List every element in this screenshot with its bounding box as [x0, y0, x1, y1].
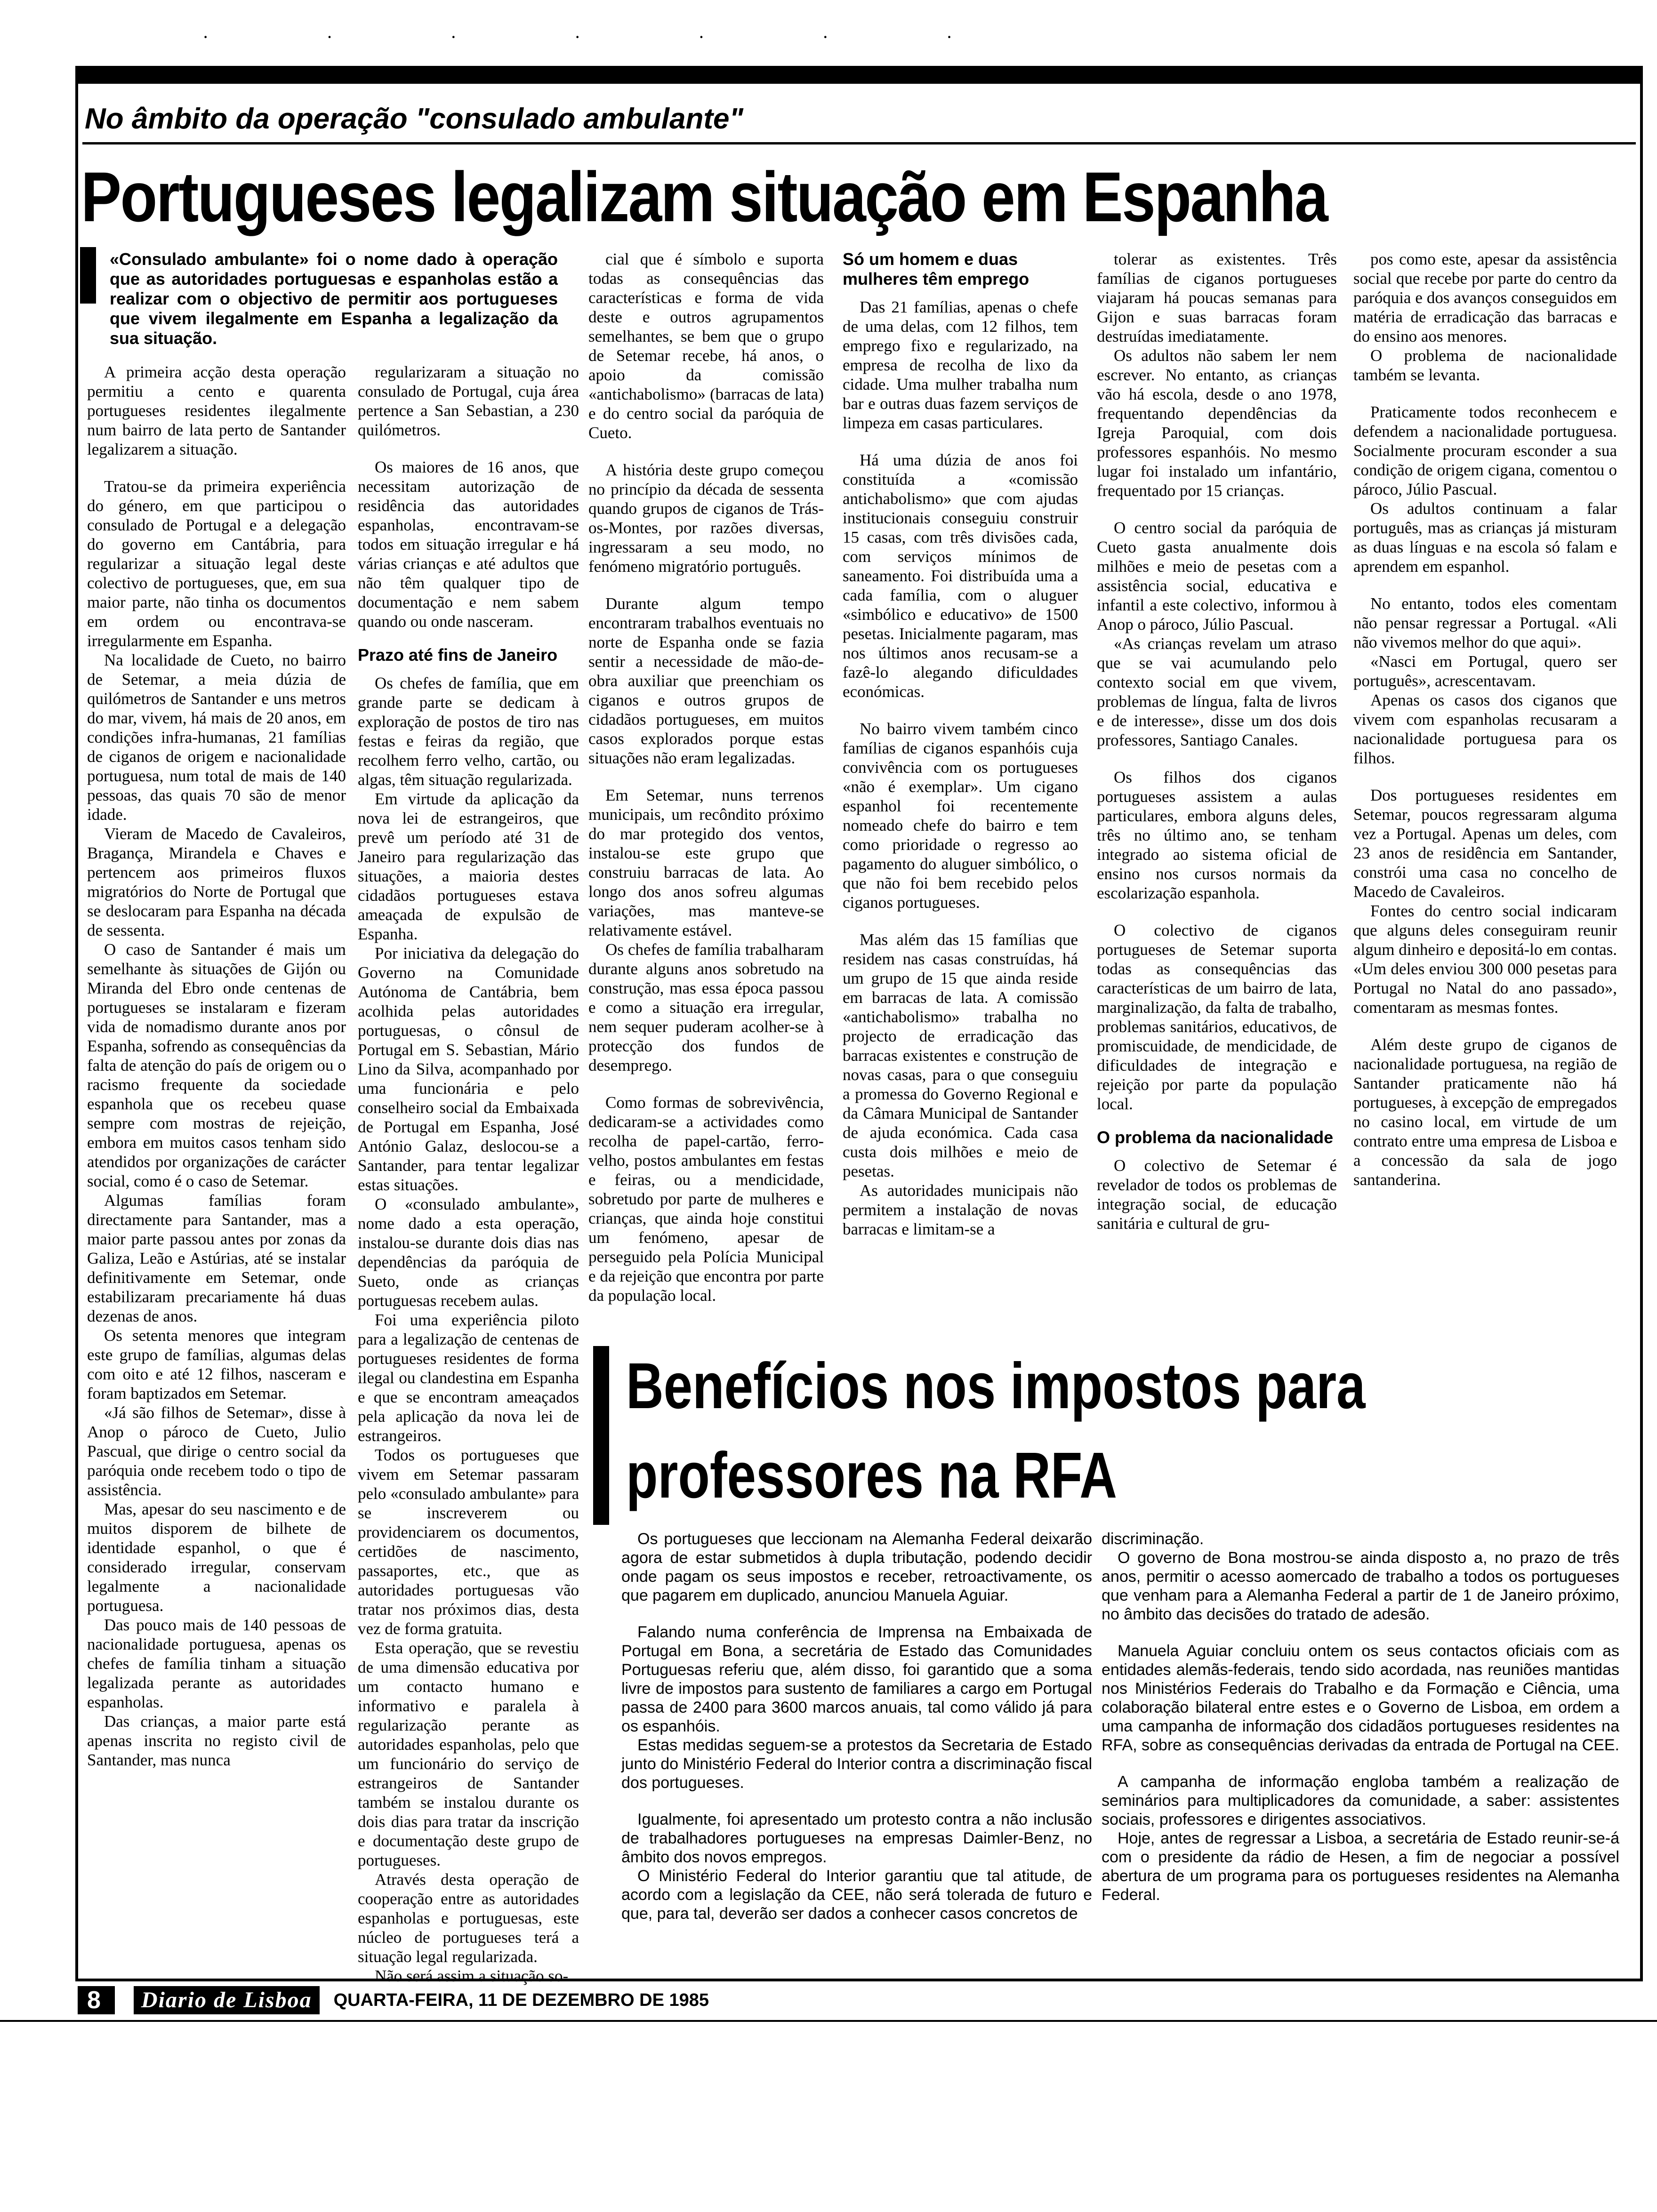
paragraph: O caso de Santander é mais um semelhante às situações de Gijón ou Miranda del Ebro onde centenas de portugueses se instalaram e fizeram vida de nomadismo durante anos por Espanha, sofrendo as consequências da falta de atenção do país de origem ou o racismo frequente da sociedade espanhola que os recebeu quase sempre com mostras de rejeição, embora em muitos casos tenham sido atendidos por organizações de carácter social, como é o caso de Setemar.	[87, 940, 346, 1190]
paragraph: Tratou-se da primeira experiência do género, em que participou o consulado de Portugal e a delegação do governo em Cantábria, para regularizar a situação legal deste colectivo de portugueses, que, em sua maior parte, não tinha os documentos em ordem ou encontrava-se irregularmente em Espanha.	[87, 477, 346, 650]
top-rule	[75, 66, 1643, 84]
article-column-6	[1353, 249, 1617, 1318]
paragraph: pos como este, apesar da assistência social que recebe por parte do centro da paróquia e dos avanços conseguidos em matéria de erradicação das barracas e do ensino aos menores.	[1353, 250, 1617, 345]
paragraph: A campanha de informação engloba também a realização de seminários para multiplicadores da comunidade, a saber: assistentes sociais, professores e dirigentes associativos.	[1102, 1773, 1619, 1828]
masthead-logo: Diario de Lisboa	[134, 1986, 320, 2014]
kicker-rule	[82, 142, 1636, 144]
dateline: QUARTA-FEIRA, 11 DE DEZEMBRO DE 1985	[333, 1990, 709, 2010]
kicker: No âmbito da operação "consulado ambulante"	[85, 103, 743, 135]
paragraph: Há uma dúzia de anos foi constituída a «comissão antichabolismo» que com ajudas institucionais conseguiu construir 15 casas, com três divisões cada, com serviços mínimos de saneamento. Foi distribuída uma a cada família, com o aluguer «simbólico e educativo» de 1500 pesetas. Inicialmente pagaram, mas nos últimos anos recusam-se a fazê-lo alegando dificuldades económicas.	[843, 451, 1078, 701]
paragraph: As autoridades municipais não permitem a instalação de novas barracas e limitam-se a	[843, 1181, 1078, 1238]
paragraph: tolerar as existentes. Três famílias de ciganos portugueses viajaram há poucas semanas para Gijon e suas barracas foram destruídas imediatamente.	[1097, 250, 1337, 345]
tax-article-column-1	[621, 1530, 1092, 1953]
paragraph: Esta operação, que se revestiu de uma dimensão educativa por um contacto humano e informativo e paralela à regularização perante as autoridades espanholas, pelo que um funcionário do serviço de estrangeiros de Santander também se instalou durante os dois dias para tratar da inscrição e documentação deste grupo de portugueses.	[358, 1639, 579, 1869]
paragraph: Os setenta menores que integram este grupo de famílias, algumas delas com oito e até 12 filhos, nasceram e foram baptizados em Setemar.	[87, 1326, 346, 1403]
paragraph: Não será assim a situação so-	[375, 1967, 569, 1985]
headline2-bar	[593, 1346, 609, 1525]
paragraph: O governo de Bona mostrou-se ainda disposto a, no prazo de três anos, permitir o acesso aomercado de trabalho a todos os portugueses que venham para a Alemanha Federal a partir de 1 de Janeiro próximo, no âmbito das decisões do tratado de adesão.	[1102, 1549, 1619, 1623]
paragraph: «As crianças revelam um atraso que se vai acumulando pelo contexto social em que vivem, problemas de língua, falta de livros e de interesse», disse um dos dois professores, Santiago Canales.	[1097, 634, 1337, 749]
article-column-1	[87, 362, 346, 1911]
lead-paragraph	[87, 249, 558, 348]
article-column-3	[588, 249, 824, 1318]
frame-right-rule	[1640, 66, 1643, 1981]
paragraph: Durante algum tempo encontraram trabalhos eventuais no norte de Espanha onde se fazia sentir a necessidade de mão-de-obra auxiliar que preenchiam os ciganos e outros grupos de cidadãos portugueses, em muitos casos explorados porque estas situações não eram legalizadas.	[588, 594, 824, 767]
paragraph: Manuela Aguiar concluiu ontem os seus contactos oficiais com as entidades alemãs-federais, tendo sido acordada, nas reuniões mantidas nos Ministérios Federais do Trabalho e da Formação e Ciência, uma colaboração bilateral entre estes e o Governo de Lisboa, em ordem a uma campanha de informação dos cidadãos portugueses residentes na RFA, sobre as consequências derivadas da entrada de Portugal na CEE.	[1102, 1642, 1620, 1754]
paragraph: Por iniciativa da delegação do Governo na Comunidade Autónoma de Cantábria, bem acolhida pelas autoridades portuguesas, o cônsul de Portugal em S. Sebastian, Mário Lino da Silva, acompanhado por uma funcionária e pelo conselheiro social da Embaixada de Portugal em Espanha, José António Galaz, deslocou-se a Santander, para tentar legalizar estas situações.	[358, 944, 579, 1194]
paragraph: «Já são filhos de Setemar», disse à Anop o pároco de Cueto, Julio Pascual, que dirige o centro social da paróquia onde recebem todo o tipo de assistência.	[87, 1403, 346, 1499]
paragraph: Das pouco mais de 140 pessoas de nacionalidade portuguesa, apenas os chefes de família tinham a situação legalizada perante as autoridades espanholas.	[87, 1616, 346, 1711]
paragraph: Dos portugueses residentes em Setemar, poucos regressaram alguma vez a Portugal. Apenas um deles, com 23 anos de residência em Santander, constrói uma casa no concelho de Macedo de Cavaleiros.	[1353, 786, 1617, 901]
paragraph: Os portugueses que leccionam na Alemanha Federal deixarão agora de estar submetidos à dupla tributação, podendo decidir onde pagam os seus impostos e receber, retroactivamente, os que pagarem em duplicado, anunciou Manuela Aguiar.	[621, 1530, 1092, 1604]
paragraph: O colectivo de ciganos portugueses de Setemar suporta todas as consequências das características de um bairro de lata, marginalização, da falta de trabalho, problemas sanitários, educativos, de promiscuidade, de mendicidade, de dificuldades de integração e rejeição por parte da população local.	[1097, 921, 1337, 1113]
article-column-5	[1097, 249, 1337, 1318]
paragraph: O colectivo de Setemar é revelador de todos os problemas de integração social, de educação sanitária e cultural de gru-	[1097, 1156, 1337, 1233]
paragraph: No entanto, todos eles comentam não pensar regressar a Portugal. «Ali não vivemos melhor do que aqui».	[1353, 594, 1617, 651]
paragraph: Além deste grupo de ciganos de nacionalidade portuguesa, na região de Santander praticamente não há portugueses, à excepção de empregados no casino local, em virtude de um contrato entre uma empresa de Lisboa e a concessão da sala de jogo santanderina.	[1353, 1035, 1617, 1189]
paragraph: Em virtude da aplicação da nova lei de estrangeiros, que prevê um período até 31 de Janeiro para regularização das situações, a maioria destes cidadãos portugueses estava ameaçada de expulsão de Espanha.	[358, 790, 579, 943]
paragraph: O Ministério Federal do Interior garantiu que tal atitude, de acordo com a legislação da CEE, não será tolerada de futuro e que, para tal, deverão ser dados a conhecer casos concretos de	[621, 1867, 1092, 1923]
paragraph: Estas medidas seguem-se a protestos da Secretaria de Estado junto do Ministério Federal do Interior contra a discriminação fiscal dos portugueses.	[621, 1736, 1092, 1792]
paragraph: No bairro vivem também cinco famílias de ciganos espanhóis cuja convivência com os portugueses «não é exemplar». Um cigano espanhol foi recentemente nomeado chefe do bairro e tem como prioridade o regresso ao pagamento do aluguer simbólico, o que não foi bem recebido pelos ciganos portugueses.	[843, 720, 1078, 912]
paragraph: regularizaram a situação no consulado de Portugal, cuja área pertence a San Sebastian, a 230 quilómetros.	[358, 363, 579, 439]
subheading: Só um homem e duas mulheres têm emprego	[843, 249, 1030, 289]
paragraph: Os adultos não sabem ler nem escrever. No entanto, as crianças vão há escola, desde o ano 1978, frequentando dependências da Igreja Paroquial, com dois professores espanhóis. No mesmo lugar foi instalado um infantário, frequentado por 15 crianças.	[1097, 346, 1337, 500]
paragraph: Todos os portugueses que vivem em Setemar passaram pelo «consulado ambulante» para se inscreverem ou providenciarem os documentos, certidões de nascimento, passaportes, etc., que as autoridades portuguesas vão tratar nos próximos dias, desta vez de forma gratuita.	[358, 1446, 579, 1638]
paragraph: Hoje, antes de regressar a Lisboa, a secretária de Estado reunir-se-á com o presidente da rádio de Hesen, a fim de negociar a possível abertura de um programa para os portugueses residentes na Alemanha Federal.	[1102, 1829, 1619, 1904]
paragraph: Fontes do centro social indicaram que alguns deles conseguiram reunir algum dinheiro e depositá-lo em contas. «Um deles enviou 300 000 pesetas para Portugal no Natal do ano passado», comentaram as mesmas fontes.	[1353, 902, 1617, 1017]
lead-text: «Consulado ambulante» foi o nome dado à operação que as autoridades portuguesas e espanholas estão a realizar com o objectivo de permitir aos portugueses que vivem ilegalmente em Espanha a legalização da sua situação.	[110, 249, 558, 348]
bottom-rule	[0, 2020, 1657, 2022]
paragraph: Os filhos dos ciganos portugueses assistem a aulas particulares, embora alguns deles, três no último ano, se tenham integrado ao sistema oficial de ensino nos cursos normais da escolarização espanhola.	[1097, 768, 1337, 902]
paragraph: Praticamente todos reconhecem e defendem a nacionalidade portuguesa. Socialmente procuram esconder a sua condição de origem cigana, comentou o pároco, Júlio Pascual.	[1353, 403, 1617, 498]
paragraph: O «consulado ambulante», nome dado a esta operação, instalou-se durante dois dias nas dependências da paróquia de Sueto, onde as crianças portuguesas recebem aulas.	[358, 1195, 579, 1310]
paragraph: Das 21 famílias, apenas o chefe de uma delas, com 12 filhos, tem emprego fixo e regularizado, na empresa de recolha de lixo da cidade. Uma mulher trabalha num bar e outras duas fazem serviços de limpeza em casas particulares.	[843, 298, 1078, 432]
paragraph: Foi uma experiência piloto para a legalização de centenas de portugueses residentes de forma ilegal ou clandestina em Espanha e que se encontram ameaçados pela aplicação da nova lei de estrangeiros.	[358, 1311, 579, 1445]
headline-2: Benefícios nos impostos para professores na RFA	[626, 1350, 1366, 1512]
article-column-2	[358, 362, 579, 1985]
paragraph: Na localidade de Cueto, no bairro de Setemar, a meia dúzia de quilómetros de Santander e uns metros do mar, vivem, há mais de 20 anos, em condições infra-humanas, 21 famílias de ciganos de origem e nacionalidade portuguesa, num total de mais de 140 pessoas, das quais 70 são de menor idade.	[87, 651, 346, 824]
paragraph: O problema de nacionalidade também se levanta.	[1353, 346, 1617, 384]
paragraph: Mas além das 15 famílias que residem nas casas construídas, há um grupo de 15 que ainda reside em barracas de lata. A comissão «antichabolismo» trabalha no projecto de erradicação das barracas existentes e construção de novas casas, para o que conseguiu a promessa do Governo Regional e da Câmara Municipal de Santander de ajuda económica. Cada casa custa dois milhões e meio de pesetas.	[843, 930, 1078, 1180]
page-number: 8	[78, 1986, 115, 2014]
paragraph: O centro social da paróquia de Cueto gasta anualmente dois milhões e meio de pesetas com a assistência social, educativa e infantil a este colectivo, informou à Anop o pároco, Júlio Pascual.	[1097, 519, 1337, 633]
paragraph: Como formas de sobrevivência, dedicaram-se a actividades como recolha de papel-cartão, ferro-velho, postos ambulantes em festas e feiras, ou a mendicidade, sobretudo por parte de mulheres e crianças, que ainda hoje constitui um fenómeno, apesar de perseguido pela Polícia Municipal e da rejeição que encontra por parte da população local.	[588, 1093, 824, 1305]
paragraph: Igualmente, foi apresentado um protesto contra a não inclusão de trabalhadores portugueses na empresas Daimler-Benz, no âmbito dos novos empregos.	[621, 1811, 1092, 1866]
paragraph: Em Setemar, nuns terrenos municipais, um recôndito próximo do mar protegido dos ventos, instalou-se este grupo que construiu barracas de lata. Ao longo dos anos sofreu algumas variações, mas manteve-se relativamente estável.	[588, 786, 824, 939]
paragraph: Falando numa conferência de Imprensa na Embaixada de Portugal em Bona, a secretária de Estado das Comunidades Portuguesas referiu que, além disso, foi garantido que a soma livre de impostos para sustento de familiares a cargo em Portugal passa de 2400 para 3600 marcos anuais, tal como válido já para os espanhóis.	[621, 1623, 1092, 1735]
subheading: Prazo até fins de Janeiro	[358, 645, 558, 665]
paragraph: cial que é símbolo e suporta todas as consequências das características e forma de vida deste e outros agrupamentos semelhantes, se bem que o grupo de Setemar recebe, há anos, o apoio da comissão «antichabolismo» (barracas de lata) e do centro social da paróquia de Cueto.	[588, 250, 824, 442]
paragraph: Os chefes de família, que em grande parte se dedicam à exploração de postos de tiro nas festas e feiras da região, que recolhem ferro velho, cartão, ou algas, têm situação regularizada.	[358, 674, 579, 789]
scan-marks: · · · · · · ·	[202, 26, 1009, 48]
subheading: O problema da nacionalidade	[1097, 1128, 1334, 1147]
paragraph: Das crianças, a maior parte está apenas inscrita no registo civil de Santander, mas nunca	[87, 1712, 346, 1769]
paragraph: Apenas os casos dos ciganos que vivem com espanholas recusaram a nacionalidade portuguesa para os filhos.	[1353, 691, 1617, 767]
paragraph: discriminação.	[1102, 1530, 1204, 1548]
headline: Portugueses legalizam situação em Espanha	[81, 157, 1327, 236]
paragraph: A história deste grupo começou no princípio da década de sessenta quando grupos de ciganos de Trás-os-Montes, por razões diversas, ingressaram a seu modo, no fenómeno migratório português.	[588, 461, 824, 576]
tax-article-column-2	[1102, 1530, 1619, 1953]
paragraph: Algumas famílias foram directamente para Santander, mas a maior parte passou antes por zonas da Galiza, Leão e Astúrias, até se instalar definitivamente em Setemar, onde estabilizaram precariamente há duas dezenas de anos.	[87, 1191, 346, 1325]
frame-bottom-rule	[75, 1979, 1643, 1981]
paragraph: Os adultos continuam a falar português, mas as crianças já misturam as duas línguas e na escola só falam e aprendem em espanhol.	[1353, 499, 1617, 576]
article-column-4	[843, 249, 1078, 1318]
paragraph: Mas, apesar do seu nascimento e de muitos disporem de bilhete de identidade espanhol, o que é considerado irregular, conservam legalmente a nacionalidade portuguesa.	[87, 1500, 346, 1615]
page-footer	[78, 1986, 709, 2014]
paragraph: Os chefes de família trabalharam durante alguns anos sobretudo na construção, mas essa época passou e como a situação era irregular, nem sequer puderam acolher-se à protecção dos fundos de desemprego.	[588, 940, 824, 1074]
paragraph: Os maiores de 16 anos, que necessitam autorização de residência das autoridades espanholas, encontravam-se todos em situação irregular e há várias crianças e até adultos que não têm qualquer tipo de documentação e nem sabem quando ou onde nasceram.	[358, 458, 579, 631]
frame-left-rule	[75, 66, 78, 1981]
paragraph: «Nasci em Portugal, quero ser português», acrescentavam.	[1353, 652, 1617, 690]
paragraph: Através desta operação de cooperação entre as autoridades espanholas e portuguesas, este núcleo de portugueses terá a situação legal regularizada.	[358, 1870, 579, 1966]
paragraph: A primeira acção desta operação permitiu a cento e quarenta portugueses residentes ilegalmente num bairro de lata perto de Santander legalizarem a situação.	[87, 363, 346, 458]
paragraph: Vieram de Macedo de Cavaleiros, Bragança, Mirandela e Chaves e pertencem aos primeiros fluxos migratórios do Norte de Portugal que se deslocaram para Espanha na década de sessenta.	[87, 825, 346, 939]
